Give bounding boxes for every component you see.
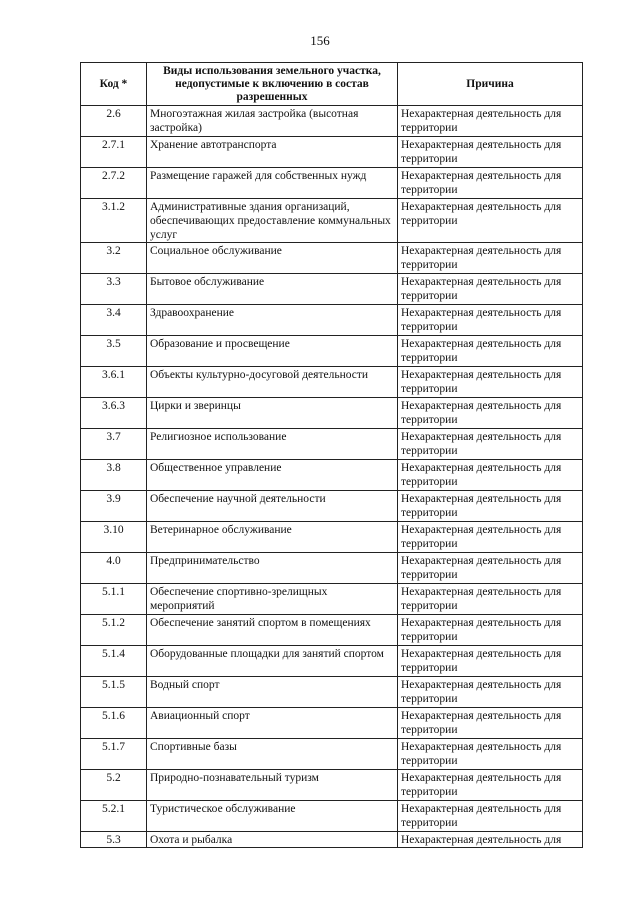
header-code: Код *: [81, 63, 147, 106]
table-row: [81, 832, 583, 848]
row-reason: Нехарактерная деятельность для территории: [398, 168, 583, 199]
row-use-type: Социальное обслуживание: [147, 243, 398, 274]
row-code: 3.4: [81, 305, 147, 336]
table-row: [81, 584, 583, 615]
row-reason: Нехарактерная деятельность для территории: [398, 199, 583, 243]
row-use-type: Обеспечение спортивно-зрелищных мероприятий: [147, 584, 398, 615]
table-row: [81, 708, 583, 739]
table-row: [81, 770, 583, 801]
row-code: 5.1.4: [81, 646, 147, 677]
row-code: 5.1.5: [81, 677, 147, 708]
row-use-type: Объекты культурно-досуговой деятельности: [147, 367, 398, 398]
row-use-type: Предпринимательство: [147, 553, 398, 584]
row-use-type: Хранение автотранспорта: [147, 137, 398, 168]
row-reason: Нехарактерная деятельность для территории: [398, 522, 583, 553]
table-row: [81, 137, 583, 168]
row-reason: Нехарактерная деятельность для территории: [398, 584, 583, 615]
row-code: 5.2: [81, 770, 147, 801]
row-use-type: Религиозное использование: [147, 429, 398, 460]
row-reason: Нехарактерная деятельность для территории: [398, 739, 583, 770]
row-use-type: Авиационный спорт: [147, 708, 398, 739]
table-row: [81, 274, 583, 305]
row-use-type: Здравоохранение: [147, 305, 398, 336]
row-use-type: Административные здания организаций, обеспечивающих предоставление коммунальных услуг: [147, 199, 398, 243]
row-use-type: Туристическое обслуживание: [147, 801, 398, 832]
table-row: [81, 243, 583, 274]
row-code: 4.0: [81, 553, 147, 584]
row-reason: Нехарактерная деятельность для территории: [398, 615, 583, 646]
row-reason: Нехарактерная деятельность для территории: [398, 274, 583, 305]
row-code: 2.7.2: [81, 168, 147, 199]
table-row: [81, 336, 583, 367]
row-code: 3.2: [81, 243, 147, 274]
row-code: 3.3: [81, 274, 147, 305]
row-use-type: Ветеринарное обслуживание: [147, 522, 398, 553]
row-use-type: Охота и рыбалка: [147, 832, 398, 848]
land-use-table: [80, 62, 583, 848]
row-reason: Нехарактерная деятельность для территории: [398, 708, 583, 739]
table-row: [81, 522, 583, 553]
row-reason: Нехарактерная деятельность для территории: [398, 801, 583, 832]
row-reason: Нехарактерная деятельность для: [398, 832, 583, 848]
table-row: [81, 739, 583, 770]
row-reason: Нехарактерная деятельность для территории: [398, 367, 583, 398]
header-use-type: Виды использования земельного участка, недопустимые к включению в состав разрешенных: [147, 63, 398, 106]
row-reason: Нехарактерная деятельность для территории: [398, 137, 583, 168]
table-row: [81, 398, 583, 429]
row-use-type: Размещение гаражей для собственных нужд: [147, 168, 398, 199]
row-code: 3.8: [81, 460, 147, 491]
row-code: 3.7: [81, 429, 147, 460]
header-reason: Причина: [398, 63, 583, 106]
row-use-type: Водный спорт: [147, 677, 398, 708]
page-number: 156: [310, 33, 330, 48]
table-row: [81, 106, 583, 137]
row-code: 3.6.3: [81, 398, 147, 429]
row-reason: Нехарактерная деятельность для территории: [398, 491, 583, 522]
row-reason: Нехарактерная деятельность для территории: [398, 106, 583, 137]
table-row: [81, 553, 583, 584]
table-row: [81, 677, 583, 708]
table-row: [81, 168, 583, 199]
row-reason: Нехарактерная деятельность для территории: [398, 646, 583, 677]
row-use-type: Обеспечение занятий спортом в помещениях: [147, 615, 398, 646]
row-use-type: Оборудованные площадки для занятий спортом: [147, 646, 398, 677]
row-use-type: Общественное управление: [147, 460, 398, 491]
table-row: [81, 491, 583, 522]
row-code: 2.7.1: [81, 137, 147, 168]
row-use-type: Спортивные базы: [147, 739, 398, 770]
table-row: [81, 199, 583, 243]
table-row: [81, 615, 583, 646]
row-code: 5.3: [81, 832, 147, 848]
row-code: 5.2.1: [81, 801, 147, 832]
row-code: 5.1.6: [81, 708, 147, 739]
row-reason: Нехарактерная деятельность для территории: [398, 429, 583, 460]
row-reason: Нехарактерная деятельность для территории: [398, 770, 583, 801]
row-use-type: Многоэтажная жилая застройка (высотная застройка): [147, 106, 398, 137]
row-use-type: Природно-познавательный туризм: [147, 770, 398, 801]
row-code: 5.1.7: [81, 739, 147, 770]
row-reason: Нехарактерная деятельность для территории: [398, 305, 583, 336]
table-row: [81, 367, 583, 398]
row-use-type: Цирки и зверинцы: [147, 398, 398, 429]
row-code: 3.9: [81, 491, 147, 522]
table-row: [81, 460, 583, 491]
table-row: [81, 305, 583, 336]
row-reason: Нехарактерная деятельность для территории: [398, 243, 583, 274]
row-code: 3.10: [81, 522, 147, 553]
row-code: 3.6.1: [81, 367, 147, 398]
row-code: 5.1.1: [81, 584, 147, 615]
row-code: 2.6: [81, 106, 147, 137]
table-row: [81, 429, 583, 460]
row-use-type: Образование и просвещение: [147, 336, 398, 367]
row-reason: Нехарактерная деятельность для территории: [398, 460, 583, 491]
row-use-type: Бытовое обслуживание: [147, 274, 398, 305]
row-code: 3.1.2: [81, 199, 147, 243]
table-row: [81, 801, 583, 832]
table-body: [81, 106, 583, 848]
row-reason: Нехарактерная деятельность для территории: [398, 553, 583, 584]
row-reason: Нехарактерная деятельность для территории: [398, 398, 583, 429]
row-reason: Нехарактерная деятельность для территории: [398, 677, 583, 708]
table-header-row: [81, 63, 583, 106]
row-reason: Нехарактерная деятельность для территории: [398, 336, 583, 367]
row-code: 5.1.2: [81, 615, 147, 646]
table-row: [81, 646, 583, 677]
row-code: 3.5: [81, 336, 147, 367]
row-use-type: Обеспечение научной деятельности: [147, 491, 398, 522]
